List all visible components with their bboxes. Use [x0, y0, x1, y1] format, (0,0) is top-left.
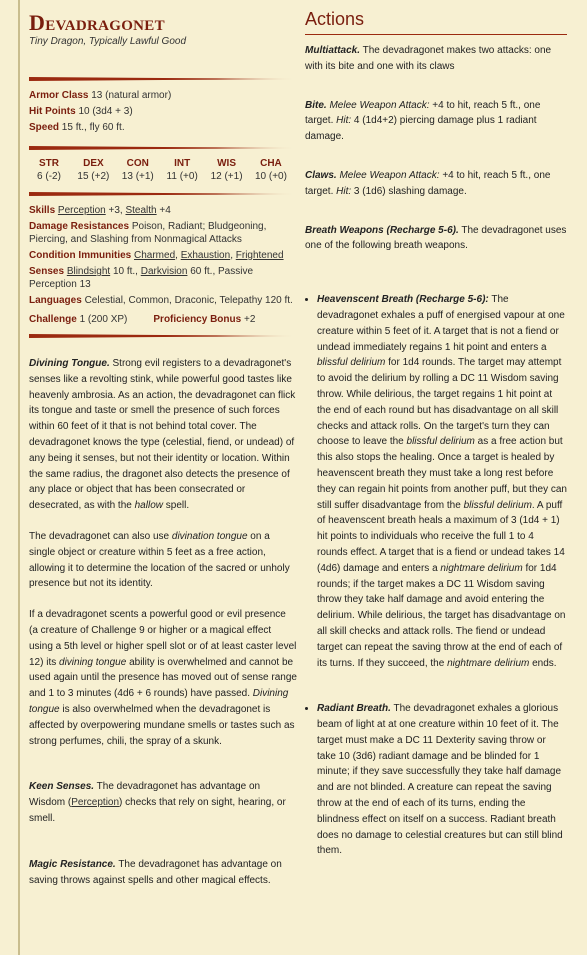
exhaustion-link[interactable]: Exhaustion	[180, 250, 231, 261]
ability-int-score: 11 (+0)	[166, 171, 198, 182]
ability-wis-label: WIS	[217, 158, 236, 169]
perception-link[interactable]: Perception	[57, 205, 106, 216]
section-divider	[29, 146, 297, 150]
ability-str-score: 6 (-2)	[37, 171, 61, 182]
section-divider	[29, 334, 297, 338]
frightened-link[interactable]: Frightened	[235, 250, 284, 261]
ability-wis-score: 12 (+1)	[210, 171, 243, 182]
ability-dex-score: 15 (+2)	[77, 171, 110, 182]
actions-heading: Actions	[305, 9, 365, 29]
senses: Senses Blindsight 10 ft., Darkvision 60 ft., Passive Perception 13	[29, 266, 254, 290]
core-stats	[29, 89, 297, 134]
skills: Skills Perception +3, Stealth +4	[29, 205, 171, 216]
properties	[29, 204, 297, 326]
action-claws: Claws. Melee Weapon Attack: +4 to hit, reach 5 ft., one target. Hit: 3 (1d6) slashing damage.	[305, 169, 551, 197]
action-multiattack: Multiattack. The devadragonet makes two attacks: one with its bite and one with its claws	[305, 45, 552, 72]
action-bite: Bite. Melee Weapon Attack: +4 to hit, reach 5 ft., one target. Hit: 4 (1d4+2) piercing damage plus 1 radiant damage.	[305, 99, 541, 143]
ability-scores	[29, 171, 291, 182]
darkvision-link[interactable]: Darkvision	[140, 266, 188, 277]
ability-cha-score: 10 (+0)	[254, 171, 287, 182]
ability-cha-label: CHA	[260, 158, 282, 169]
trait-divining-tongue: Divining Tongue. Strong evil registers to a devadragonet's senses like a revolting stink, while powerful good tastes like heavenly ambrosia. As an action, the devadragonet can flick its tongue and taste or smell the presence of such forces within 60 feet of it that is not behind total cover. The devadragonet knows the type (celestial, fiend, or undead) of any being it senses, but not their identity or location. Within the same radius, the dragonet also detects the presence of any place or object that has been consecrated or desecrated, as with the hallow spell.	[29, 358, 296, 512]
section-divider	[29, 192, 297, 196]
ability-int-label: INT	[174, 158, 191, 169]
section-divider	[29, 77, 297, 81]
trait-keen-senses: Keen Senses. The devadragonet has advantage on Wisdom (Perception) checks that rely on sight, hearing, or smell.	[29, 781, 286, 824]
armor-class: Armor Class 13 (natural armor)	[29, 90, 172, 101]
right-column	[305, 0, 567, 859]
trait-magic-resistance: Magic Resistance. The devadragonet has advantage on saving throws against spells and other magical effects.	[29, 858, 282, 886]
ability-con-label: CON	[126, 158, 149, 169]
damage-resistances: Damage Resistances Poison, Radiant; Bludgeoning, Piercing, and Slashing from Nonmagical Attacks	[29, 221, 267, 245]
challenge-row: Challenge 1 (200 XP) Proficiency Bonus +2	[29, 314, 256, 325]
ability-str-label: STR	[39, 158, 59, 169]
trait-divining-tongue-3: If a devadragonet scents a powerful good or evil presence (a creature of Challenge 9 or higher or a magical effect using a 5th level or higher spell slot or of at least caster level 12) its divining tongue ability is overwhelmed and cannot be used again until the presence has moved out of sense range and 1 to 3 minutes (4d6 + 6 rounds) have passed. Divining tongue is also overwhelmed when the devadragonet is affected by overpowering mundane smells or tastes such as strong perfumes, chili, the spray of a skunk.	[29, 609, 297, 747]
trait-divining-tongue-2: The devadragonet can also use divination tongue on a single object or creature within 5 feet as a free action, allowing it to determine the location of the sacred or unholy presence but not its identity.	[29, 530, 290, 590]
languages: Languages Celestial, Common, Draconic, Telepathy 120 ft.	[29, 295, 293, 306]
action-breath-weapons: Breath Weapons (Recharge 5-6). The devadragonet uses one of the following breath weapons.	[305, 224, 567, 252]
actions-divider	[305, 34, 567, 35]
creature-subtitle: Tiny Dragon, Typically Lawful Good	[29, 36, 187, 47]
blindsight-link[interactable]: Blindsight	[66, 266, 111, 277]
ability-con-score: 13 (+1)	[121, 171, 154, 182]
stealth-link[interactable]: Stealth	[125, 205, 157, 216]
condition-immunities: Condition Immunities Charmed, Exhaustion, Frightened	[29, 250, 284, 261]
ability-dex-label: DEX	[83, 158, 104, 169]
creature-name: Devadragonet	[29, 10, 165, 35]
ability-headers	[29, 158, 291, 169]
speed: Speed 15 ft., fly 60 ft.	[29, 122, 125, 133]
breath-weapon-list	[305, 292, 567, 859]
radiant-breath: • Radiant Breath. The devadragonet exhales a glorious beam of light at at one creature within 10 feet of it. The target must make a DC 11 Dexterity saving throw or take 10 (3d6) radiant damage and be blinded for 1 minute; if they save successfully they take half damage and are not blinded. A creature can repeat the saving throw at the end of each of its turns, ending the blindness effect on itself on a success. Radiant breath does no damage to celestial creatures but can still blind them.	[317, 701, 567, 859]
hit-points: Hit Points 10 (3d4 + 3)	[29, 106, 133, 117]
perception-link-2[interactable]: Perception	[71, 797, 120, 809]
left-column	[29, 0, 297, 888]
charmed-link[interactable]: Charmed	[134, 250, 176, 261]
page-border	[18, 0, 20, 955]
heavenscent-breath: • Heavenscent Breath (Recharge 5-6): The devadragonet exhales a puff of energised vapour at one creature within 5 feet of it. A target that is not a fiend or undead immediately regains 1 hit point and enters a blissful delirium for 1d4 rounds. The target may attempt to avoid the delirium by rolling a DC 11 Wisdom saving throw. While delirious, the target regains 1 hit point at the end of each round but has disadvantage on all skill checks and attack rolls. On the target's turn they can choose to leave the blissful delirium as a free action but this also stops the healing. Once a target is healed by heavenscent breath they must take a long rest before they can regain hit points from another puff, but they can still suffer disadvantage from the blissful delirium. A puff of heavenscent breath heals a maximum of 3 (1d4 + 1) hit points to individuals who receive the full 1 to 4 rounds effect. A target that is a fiend or undead takes 14 (4d6) damage and enters a nightmare delirium for 1d4 rounds; if the target makes a DC 11 Wisdom saving throw they take half damage and avoid entering the delirium. While delirious, the target has disadvantage on all skill checks and attack rolls. The fiend or undead target can repeat the saving throw at the end of each of its turns. If they succeed, the nightmare delirium ends.	[317, 292, 567, 671]
